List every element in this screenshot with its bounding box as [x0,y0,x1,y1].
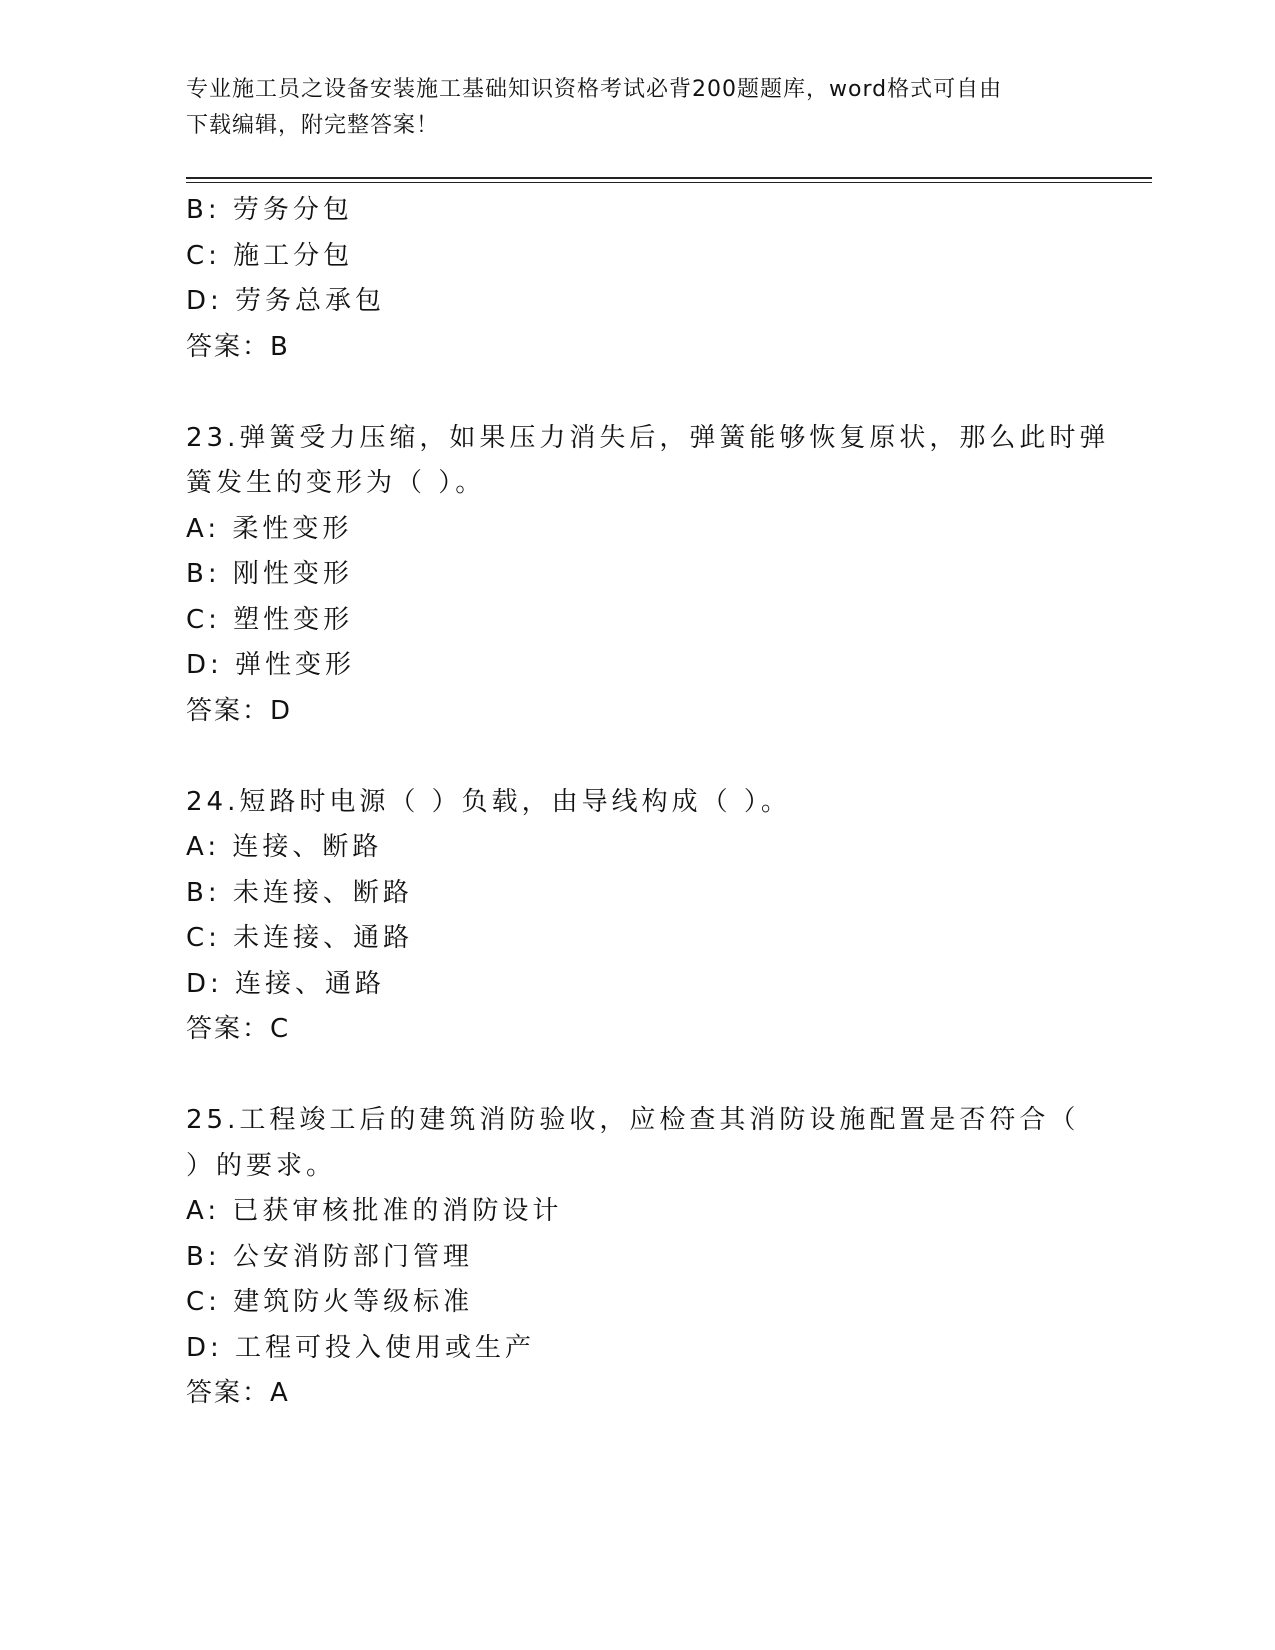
option-b: B: 未连接、断路 [186,877,413,908]
option-a: A: 柔性变形 [186,513,353,544]
question-text-line-2: 簧发生的变形为（ ）。 [186,468,486,498]
question-text-line-1: 25.工程竣工后的建筑消防验收，应检查其消防设施配置是否符合（ [186,1105,1080,1135]
question-22-continuation [186,188,1086,370]
answer-line: 答案：B [186,331,290,362]
question-24 [186,780,1086,1053]
option-b: B: 劳务分包 [186,195,353,225]
option-c: C: 塑性变形 [186,604,354,635]
spacer [186,734,1086,780]
option-c: C: 施工分包 [186,240,354,271]
answer-line: 答案：C [186,1014,291,1044]
option-c: C: 未连接、通路 [186,923,414,953]
answer-line: 答案：D [186,695,293,726]
question-text-line-1: 23.弹簧受力压缩，如果压力消失后，弹簧能够恢复原状，那么此时弹 [186,422,1110,453]
question-text-line-1: 24.短路时电源（ ）负载，由导线构成（ ）。 [186,786,791,817]
option-d: D: 连接、通路 [186,968,386,999]
option-d: D: 弹性变形 [186,650,356,680]
document-header [186,72,1086,144]
header-line-1: 专业施工员之设备安装施工基础知识资格考试必背200题题库，word格式可自由 [186,77,1003,102]
question-text-line-2: ）的要求。 [186,1150,337,1181]
header-divider-thin [186,182,1152,183]
header-line-2: 下载编辑，附完整答案！ [186,113,440,138]
option-c: C: 建筑防火等级标准 [186,1287,474,1317]
spacer [186,1053,1086,1099]
spacer [186,370,1086,416]
question-23 [186,416,1110,735]
question-25 [186,1098,1086,1417]
answer-line: 答案：A [186,1378,290,1408]
option-b: B: 刚性变形 [186,559,353,589]
header-divider-thick [186,177,1152,179]
question-list [186,188,1110,1417]
option-a: A: 已获审核批准的消防设计 [186,1196,563,1226]
option-d: D: 劳务总承包 [186,286,386,316]
option-b: B: 公安消防部门管理 [186,1241,473,1272]
option-d: D: 工程可投入使用或生产 [186,1332,536,1363]
option-a: A: 连接、断路 [186,832,383,862]
